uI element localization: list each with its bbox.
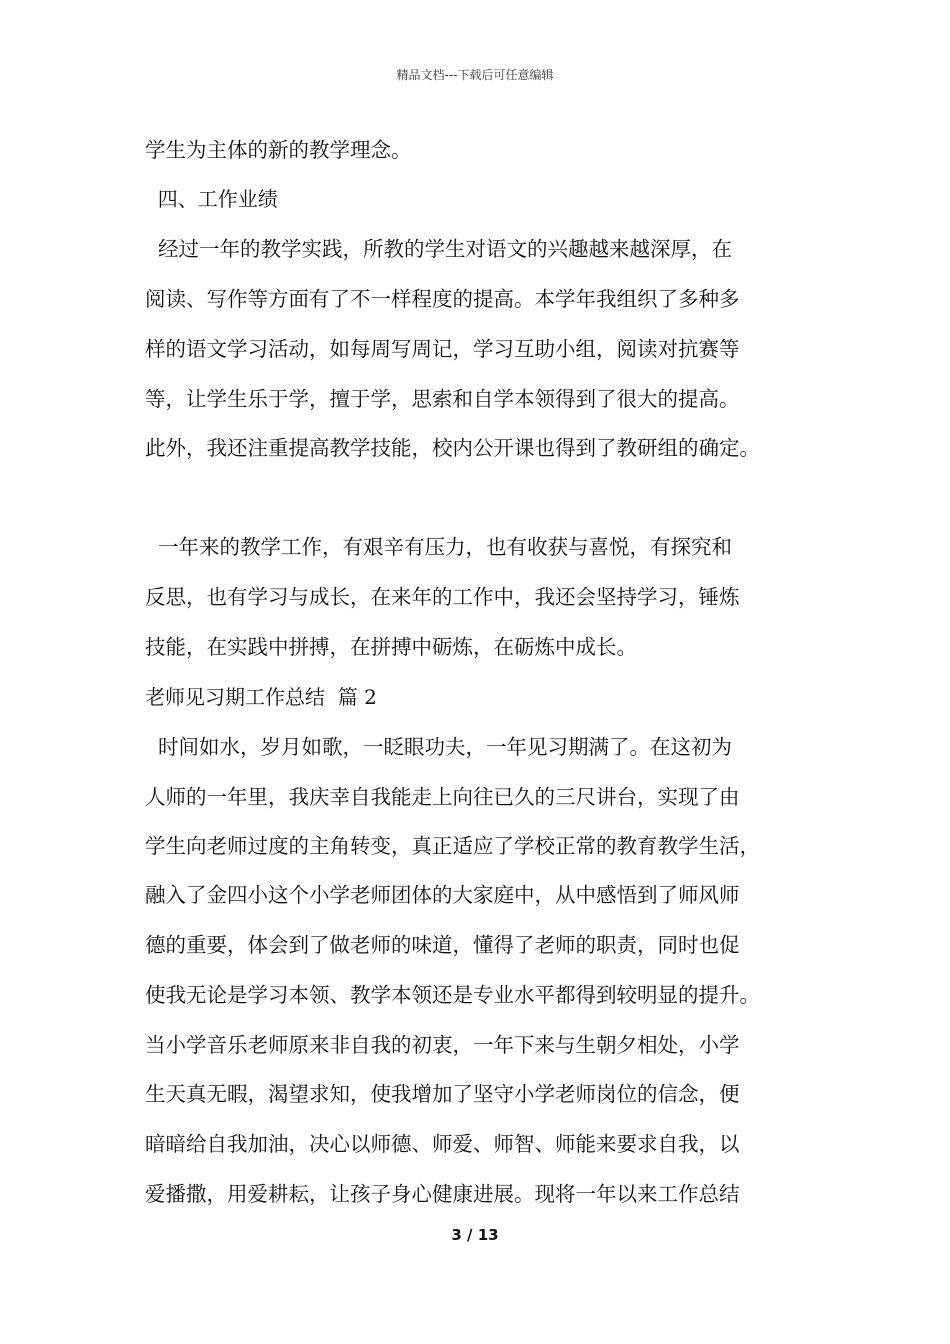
paragraph-line: 德的重要，体会到了做老师的味道，懂得了老师的职责，同时也促 [145,933,740,957]
page-indicator: 3 / 13 [451,1226,499,1244]
paragraph-line: 融入了金四小这个小学老师团体的大家庭中，从中感悟到了师风师 [145,883,740,907]
paragraph-line: 暗暗给自我加油，决心以师德、师爱、师智、师能来要求自我，以 [145,1132,740,1156]
paragraph-line: 经过一年的教学实践，所教的学生对语文的兴趣越来越深厚，在 [145,237,733,261]
paragraph-line: 人师的一年里，我庆幸自我能走上向往已久的三尺讲台，实现了由 [145,785,740,809]
paragraph-line: 生天真无暇，渴望求知，使我增加了坚守小学老师岗位的信念，便 [145,1082,740,1106]
paragraph-line: 一年来的教学工作，有艰辛有压力，也有收获与喜悦，有探究和 [145,535,733,559]
page-header: 精品文档---下载后可任意编辑 [396,68,554,82]
article-title: 老师见习期工作总结 篇 2 [145,685,377,709]
paragraph-line: 学生为主体的新的教学理念。 [145,138,412,162]
paragraph-line: 时间如水，岁月如歌，一眨眼功夫，一年见习期满了。在这初为 [145,735,733,759]
paragraph-line: 爱播撒，用爱耕耘，让孩子身心健康进展。现将一年以来工作总结 [145,1182,740,1206]
paragraph-line: 等，让学生乐于学，擅于学，思索和自学本领得到了很大的提高。 [145,387,740,411]
paragraph-line: 此外，我还注重提高教学技能，校内公开课也得到了教研组的确定。 [145,436,760,460]
paragraph-line: 学生向老师过度的主角转变，真正适应了学校正常的教育教学生活， [145,834,760,858]
paragraph-line: 阅读、写作等方面有了不一样程度的提高。本学年我组织了多种多 [145,287,740,311]
paragraph-line: 使我无论是学习本领、教学本领还是专业水平都得到较明显的提升。 [145,983,760,1007]
paragraph-line: 样的语文学习活动，如每周写周记，学习互助小组，阅读对抗赛等 [145,337,740,361]
paragraph-line: 技能，在实践中拼搏，在拼搏中砺炼，在砺炼中成长。 [145,635,637,659]
paragraph-line: 当小学音乐老师原来非自我的初衷，一年下来与生朝夕相处，小学 [145,1033,740,1057]
section-heading: 四、工作业绩 [145,187,278,211]
paragraph-line: 反思，也有学习与成长，在来年的工作中，我还会坚持学习，锤炼 [145,585,740,609]
